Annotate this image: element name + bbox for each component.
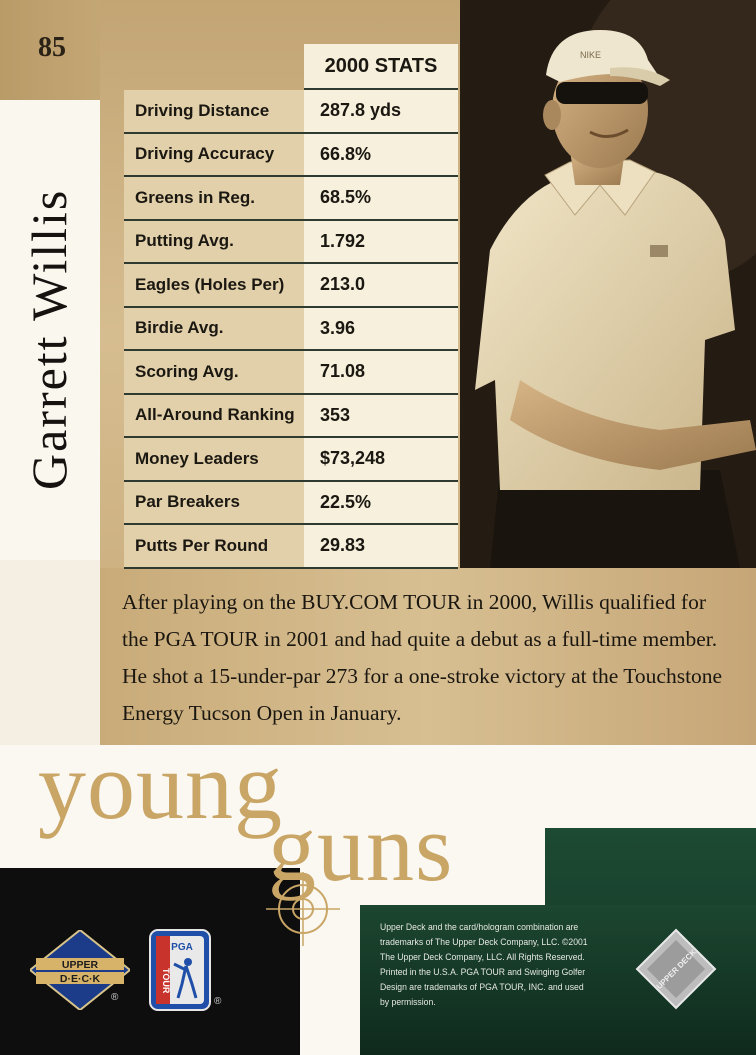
stat-row [124,264,458,308]
stat-label: Scoring Avg. [124,351,304,393]
stat-row [124,134,458,178]
hologram-text: UPPER DECK [654,947,699,992]
stat-label: Money Leaders [124,438,304,480]
stat-label: Driving Distance [124,90,304,132]
player-name: Garrett Willis [21,188,77,490]
stat-value: 3.96 [304,308,458,350]
stat-row [124,438,458,482]
stat-value: 213.0 [304,264,458,306]
stat-label: Par Breakers [124,482,304,524]
registered-mark-icon: ® [214,996,222,1007]
stat-value: 22.5% [304,482,458,524]
crosshair-icon [266,872,340,946]
stats-header: 2000 STATS [304,44,458,90]
registered-mark-icon: ® [111,992,119,1003]
stat-label: All-Around Ranking [124,395,304,437]
stat-value: 68.5% [304,177,458,219]
title-young: young [38,732,283,839]
stat-row [124,221,458,265]
pga-logo-bottom: TOUR [161,968,171,994]
stat-label: Putts Per Round [124,525,304,567]
pga-tour-logo [148,928,212,1012]
stat-value: 1.792 [304,221,458,263]
stat-row [124,395,458,439]
stat-value: 71.08 [304,351,458,393]
pga-logo-top: PGA [171,942,193,953]
stats-table [124,90,458,569]
hologram-icon [635,928,717,1010]
stat-row [124,177,458,221]
stat-row [124,525,458,569]
player-photo [460,0,756,568]
player-bio: After playing on the BUY.COM TOUR in 2000, Willis qualified for the PGA TOUR in 2001 and had quite a debut as a full-time member. He shot a 15-under-par 273 for a one-stroke victory at the Touchstone Energy Tucson Open in January. [122,590,723,725]
legal-text: Upper Deck and the card/hologram combination are trademarks of The Upper Deck Company, LLC. ©2001 The Upper Deck Company, LLC. All Rights Reserved. Printed in the U.S.A. PGA TOUR and Swinging Golfer Design are trademarks of PGA TOUR, INC. and used by permission. [380,922,588,1008]
stat-label: Birdie Avg. [124,308,304,350]
stat-label: Greens in Reg. [124,177,304,219]
stat-value: 353 [304,395,458,437]
stat-value: 29.83 [304,525,458,567]
svg-text:NIKE: NIKE [580,50,602,60]
upper-deck-logo-top: UPPER [61,959,99,971]
stat-label: Eagles (Holes Per) [124,264,304,306]
stat-row [124,308,458,352]
stat-value: $73,248 [304,438,458,480]
card-number: 85 [38,32,66,63]
stat-label: Driving Accuracy [124,134,304,176]
stat-label: Putting Avg. [124,221,304,263]
stat-value: 66.8% [304,134,458,176]
stat-row [124,351,458,395]
stat-row [124,482,458,526]
stat-value: 287.8 yds [304,90,458,132]
title-guns: guns [268,794,454,901]
upper-deck-logo-bottom: D·E·C·K [59,973,101,985]
stat-row [124,90,458,134]
